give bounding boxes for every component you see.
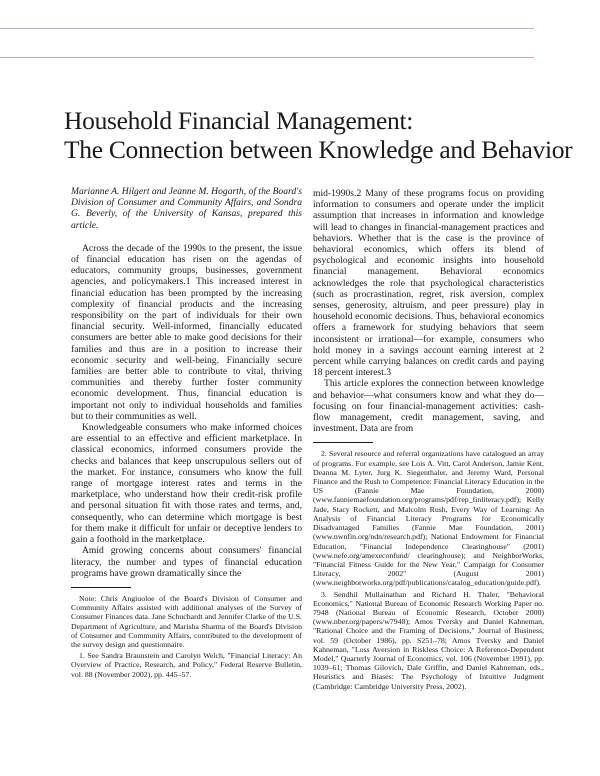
footnote-3: 3. Sendhil Mullainathan and Richard H. Thaler, "Behavioral Economics," National Bureau of Economic Research Working Paper no. 7948 (National Bureau of Economic Research, October 2000) (www.nber.org/papers/w7948); Amos Tversky and Daniel Kahneman, "Rational Choice and the Framing of Decisions," Journal of Business, vol. 59 (October 1986), pp. S251–78; Amos Tversky and Daniel Kahneman, "Loss Aversion in Riskless Choice: A Reference-Dependent Model," Quarterly Journal of Economics, vol. 106 (November 1991), pp. 1039–61; Thomas Gilovich, Dale Griffin, and Daniel Kahneman, eds., Heuristics and Biases: The Psychology of Intuitive Judgment (Cambridge: Cambridge University Press, 2002). (313, 589, 544, 691)
byline: Marianne A. Hilgert and Jeanne M. Hogarth, of the Board's Division of Consumer and Community Affairs, and Sondra G. Beverly, of the University of Kansas, prepared this article. (71, 186, 302, 231)
footnote-divider (71, 587, 131, 588)
header-rule-bottom (0, 57, 534, 58)
body-paragraph: Amid growing concerns about consumers' financial literacy, the number and types of financial education programs have grown dramatically since the (71, 545, 302, 579)
footnote-1: 1. See Sandra Braunstein and Carolyn Welch, "Financial Literacy: An Overview of Practice, Research, and Policy," Federal Reserve Bulletin, vol. 88 (November 2002), pp. 445–57. (71, 651, 302, 679)
body-paragraph: This article explores the connection between knowledge and behavior—what consumers know and what they do—focusing on four financial-management activities: cash-flow management, credit management, saving, and investment. Data are from (313, 378, 544, 435)
footnote-divider (313, 442, 373, 443)
right-column (313, 188, 544, 693)
footnote-note: Note: Chris Angiuoloe of the Board's Division of Consumer and Community Affairs assisted with additional analyses of the Survey of Consumer Finances data. Jane Schuchardt and Jennifer Clarke of the U.S. Department of Agriculture, and Marisha Sharma of the Board's Division of Consumer and Community Affairs, contributed to the development of the survey design and questionnaire. (71, 593, 302, 649)
body-paragraph: Across the decade of the 1990s to the present, the issue of financial education has risen on the agendas of educators, community groups, businesses, government agencies, and policymakers.1 This increased interest in financial education has been prompted by the increasing complexity of financial products and the increasing responsibility on the part of individuals for their own financial security. Well-informed, financially educated consumers are better able to make good decisions for their families and thus are in a position to increase their economic security and well-being. Financially secure families are better able to contribute to vital, thriving communities and thereby further foster community economic development. Thus, financial education is important not only to individual households and families but to their communities as well. (71, 242, 302, 422)
article-title-line-1: Household Financial Management: (64, 106, 414, 135)
body-paragraph: mid-1990s.2 Many of these programs focus on providing information to consumers and operate under the implicit assumption that increases in information and knowledge will lead to changes in financial-management practices and behaviors. Whether that is the case is the province of behavioral economics, which offers its blend of psychological and economic insights into household financial management. Behavioral economics acknowledges the role that psychological characteristics (such as procrastination, regret, risk aversion, complex senses, generosity, altruism, and peer pressure) play in household economic decisions. Thus, behavioral economics offers a framework for studying behaviors that seem inconsistent or irrational—for example, consumers who hold money in a savings account earning interest at 2 percent while carrying balances on credit cards and paying 18 percent interest.3 (313, 188, 544, 379)
header-rule-top (0, 28, 534, 29)
body-paragraph: Knowledgeable consumers who make informed choices are essential to an effective and efficient marketplace. In classical economics, informed consumers provide the checks and balances that keep unscrupulous sellers out of the market. For instance, consumers who know the full range of mortgage interest rates and terms in the marketplace, who understand how their credit-risk profile and personal situation fit with those rates and terms, and, consequently, who can determine which mortgage is best for them make it difficult for unfair or deceptive lenders to gain a foothold in the marketplace. (71, 422, 302, 546)
article-title-line-2: The Connection between Knowledge and Behavior (64, 135, 573, 164)
footnote-2: 2. Several resource and referral organizations have catalogued an array of programs. For example, see Lois A. Vitt, Carol Anderson, Jamie Kent, Deanna M. Lyter, Jurg K. Siegenthaler, and Jeremy Ward, Personal Finance and the Rush to Competence: Financial Literacy Education in the US (Fannie Mae Foundation, 2000) (www.fanniemaefoundation.org/programs/pdf/rep_finliteracy.pdf); Kelly Jade, Stacy Rockett, and Malcolm Rush, Every Way of Learning: An Analysis of Financial Literacy Programs for Economically Disadvantaged Families (Fannie Mae Foundation, 2001) (www.nwnfin.org/ndn/research.pdf); National Endowment for Financial Education, "Financial Independence Clearinghouse" (2001) (www.nefe.org/amexeconfund/ clearinghouse); and NeighborWorks, "Financial Fitness Guide for the New Year," Campaign for Consumer Literacy, 2002" (August 2001) (www.neighborworks.org/pdf/publications/catalog_education/guide.pdf). (313, 449, 544, 588)
left-column (71, 186, 302, 681)
